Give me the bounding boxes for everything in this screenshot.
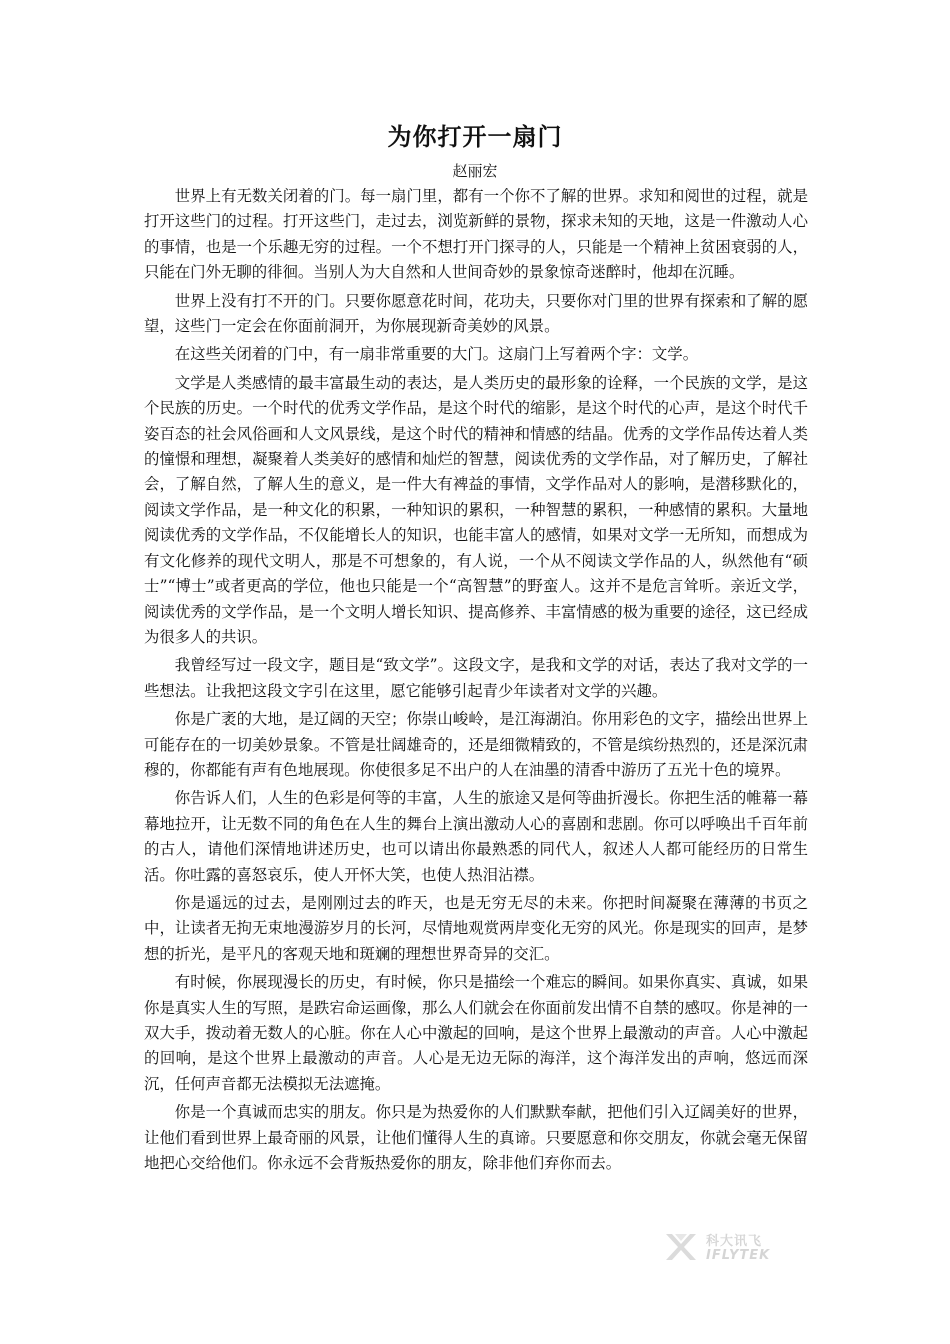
watermark-brand-en: IFLYTEK [706,1248,771,1263]
iflytek-logo-icon [662,1230,700,1264]
author-name: 赵丽宏 [452,162,498,180]
page-title: 为你打开一扇门 [387,122,563,151]
paragraph: 你是一个真诚而忠实的朋友。你只是为热爱你的人们默默奉献，把他们引入辽阔美好的世界，让他们看到世界上最奇丽的风景，让他们懂得人生的真谛。只要愿意和你交朋友，你就会毫无保留地把心交给他们。你永远不会背叛热爱你的朋友，除非他们弃你而去。 [144,1103,808,1173]
article-body [144,184,808,1179]
paragraph: 在这些关闭着的门中，有一扇非常重要的大门。这扇门上写着两个字：文学。 [174,345,699,364]
paragraph: 文学是人类感情的最丰富最生动的表达，是人类历史的最形象的诠释，一个民族的文学，是这个民族的历史。一个时代的优秀文学作品，是这个时代的缩影，是这个时代的心声，是这个时代千姿百态的社会风俗画和人文风景线，是这个时代的精神和情感的结晶。优秀的文学作品传达着人类的憧憬和理想，凝聚着人类美好的感情和灿烂的智慧，阅读优秀的文学作品，对了解历史，了解社会，了解自然，了解人生的意义，是一件大有裨益的事情，文学作品对人的影响，是潜移默化的，阅读文学作品，是一种文化的积累，一种知识的累积，一种智慧的累积，一种感情的累积。大量地阅读优秀的文学作品，不仅能增长人的知识，也能丰富人的感情，如果对文学一无所知，而想成为有文化修养的现代文明人，那是不可想象的，有人说，一个从不阅读文学作品的人，纵然他有“硕士”“博士”或者更高的学位，他也只能是一个“高智慧”的野蛮人。这并不是危言耸听。亲近文学，阅读优秀的文学作品，是一个文明人增长知识、提高修养、丰富情感的极为重要的途径，这已经成为很多人的共识。 [144,373,808,646]
paragraph: 世界上有无数关闭着的门。每一扇门里，都有一个你不了解的世界。求知和阅世的过程，就是打开这些门的过程。打开这些门，走过去，浏览新鲜的景物，探求未知的天地，这是一件激动人心的事情，也是一个乐趣无穷的过程。一个不想打开门探寻的人，只能是一个精神上贫困衰弱的人，只能在门外无聊的徘徊。当别人为大自然和人世间奇妙的景象惊奇迷醉时，他却在沉睡。 [144,187,808,282]
paragraph: 我曾经写过一段文字，题目是“致文学”。这段文字，是我和文学的对话，表达了我对文学的一些想法。让我把这段文字引在这里，愿它能够引起青少年读者对文学的兴趣。 [144,656,808,700]
watermark [662,1228,792,1268]
paragraph: 你是遥远的过去，是刚刚过去的昨天，也是无穷无尽的未来。你把时间凝聚在薄薄的书页之中，让读者无拘无束地漫游岁月的长河，尽情地观赏两岸变化无穷的风光。你是现实的回声，是梦想的折光，是平凡的客观天地和斑斓的理想世界奇异的交汇。 [144,893,808,963]
paragraph: 世界上没有打不开的门。只要你愿意花时间，花功夫，只要你对门里的世界有探索和了解的愿望，这些门一定会在你面前洞开，为你展现新奇美妙的风景。 [144,291,808,336]
paragraph: 有时候，你展现漫长的历史，有时候，你只是描绘一个难忘的瞬间。如果你真实、真诚，如果你是真实人生的写照，是跌宕命运画像，那么人们就会在你面前发出情不自禁的感叹。你是神的一双大手，拨动着无数人的心脏。你在人心中激起的回响，是这个世界上最激动的声音。人心中激起的回响，是这个世界上最激动的声音。人心是无边无际的海洋，这个海洋发出的声响，悠远而深沉，任何声音都无法模拟无法遮掩。 [144,973,808,1093]
watermark-brand-cn: 科大讯飞 [706,1234,763,1249]
paragraph: 你是广袤的大地，是辽阔的天空；你崇山峻岭，是江海湖泊。你用彩色的文字，描绘出世界上可能存在的一切美妙景象。不管是壮阔雄奇的，还是细微精致的，不管是缤纷热烈的，还是深沉肃穆的，你都能有声有色地展现。你使很多足不出户的人在油墨的清香中游历了五光十色的境界。 [144,710,808,779]
paragraph: 你告诉人们，人生的色彩是何等的丰富，人生的旅途又是何等曲折漫长。你把生活的帷幕一幕幕地拉开，让无数不同的角色在人生的舞台上演出激动人心的喜剧和悲剧。你可以呼唤出千百年前的古人，请他们深情地讲述历史，也可以请出你最熟悉的同代人，叙述人人都可能经历的日常生活。你吐露的喜怒哀乐，使人开怀大笑，也使人热泪沾襟。 [144,789,808,884]
